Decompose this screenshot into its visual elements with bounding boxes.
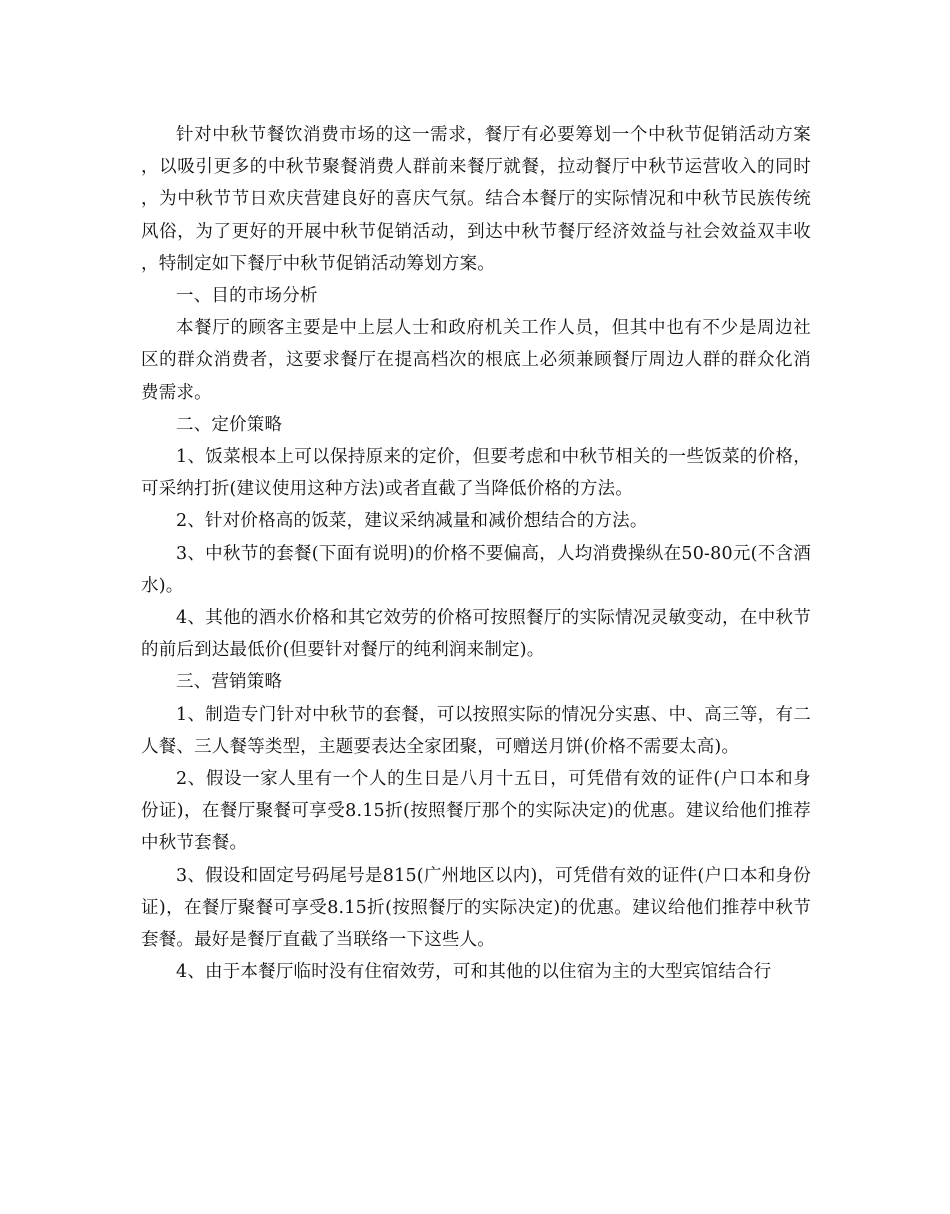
pricing-item-2: 2、针对价格高的饭菜，建议采纳减量和减价想结合的方法。 <box>176 511 648 532</box>
document-page <box>141 119 811 988</box>
intro-paragraph: 针对中秋节餐饮消费市场的这一需求，餐厅有必要筹划一个中秋节促销活动方案，以吸引更多的中秋节聚餐消费人群前来餐厅就餐，拉动餐厅中秋节运营收入的同时，为中秋节节日欢庆营建良好的喜庆气氛。结合本餐厅的实际情况和中秋节民族传统风俗，为了更好的开展中秋节促销活动，到达中秋节餐厅经济效益与社会效益双丰收，特制定如下餐厅中秋节促销活动筹划方案。 <box>141 125 811 274</box>
section-heading-market: 一、目的市场分析 <box>176 286 318 307</box>
marketing-item-3: 3、假设和固定号码尾号是815(广州地区以内)，可凭借有效的证件(户口本和身份证)，在餐厅聚餐可享受8.15折(按照餐厅的实际决定)的优惠。建议给他们推荐中秋节套餐。最好是餐厅直截了当联络一下这些人。 <box>141 865 811 951</box>
market-paragraph: 本餐厅的顾客主要是中上层人士和政府机关工作人员，但其中也有不少是周边社区的群众消费者，这要求餐厅在提高档次的根底上必须兼顾餐厅周边人群的群众化消费需求。 <box>141 318 811 403</box>
pricing-item-4: 4、其他的酒水价格和其它效劳的价格可按照餐厅的实际情况灵敏变动，在中秋节的前后到达最低价(但要针对餐厅的纯利润来制定)。 <box>141 608 811 661</box>
pricing-item-1: 1、饭菜根本上可以保持原来的定价，但要考虑和中秋节相关的一些饭菜的价格，可采纳打折(建议使用这种方法)或者直截了当降低价格的方法。 <box>141 447 811 500</box>
marketing-item-1: 1、制造专门针对中秋节的套餐，可以按照实际的情况分实惠、中、高三等，有二人餐、三人餐等类型，主题要表达全家团聚，可赠送月饼(价格不需要太高)。 <box>141 704 811 757</box>
marketing-item-4: 4、由于本餐厅临时没有住宿效劳，可和其他的以住宿为主的大型宾馆结合行 <box>176 962 772 983</box>
section-heading-marketing: 三、营销策略 <box>176 672 283 693</box>
pricing-item-3: 3、中秋节的套餐(下面有说明)的价格不要偏高，人均消费操纵在50-80元(不含酒水)。 <box>141 543 811 596</box>
section-heading-pricing: 二、定价策略 <box>176 414 283 435</box>
marketing-item-2: 2、假设一家人里有一个人的生日是八月十五日，可凭借有效的证件(户口本和身份证)，在餐厅聚餐可享受8.15折(按照餐厅那个的实际决定)的优惠。建议给他们推荐中秋节套餐。 <box>141 769 811 854</box>
